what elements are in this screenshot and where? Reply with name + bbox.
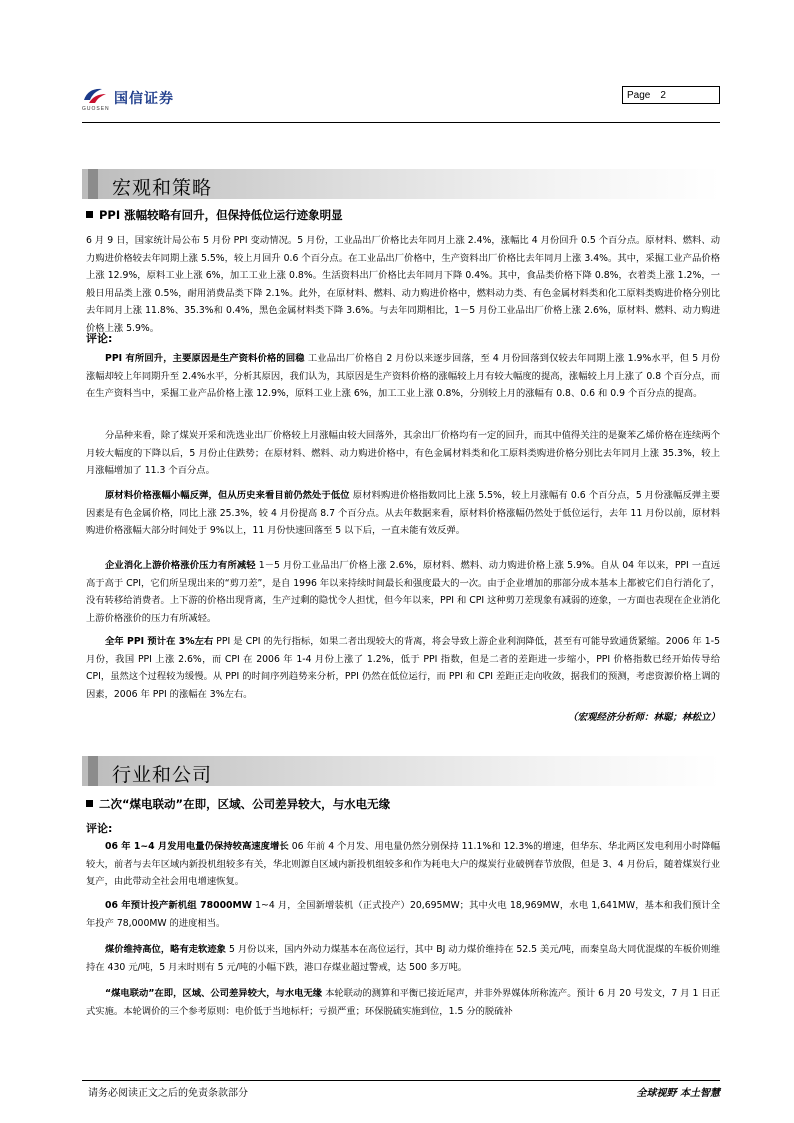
comment-paragraph	[86, 838, 720, 891]
section-banner-macro	[82, 169, 720, 199]
logo-subtext: GUOSEN	[82, 106, 110, 112]
paragraph-lead: 全年 PPI 预计在 3%左右	[105, 636, 214, 647]
section-banner-stripe	[88, 756, 98, 786]
logo-text: 国信证券	[114, 91, 174, 107]
paragraph-lead: 06 年预计投产新机组 78000MW	[105, 900, 253, 911]
page-label: Page	[627, 90, 651, 101]
paragraph-text: 1~4 月，全国新增装机（正式投产）20,695MW；其中火电 18,969MW，水电 1,641MW，基本和我们预计全年投产 78,000MW 的进度相当。	[86, 900, 720, 929]
paragraph-lead: 煤价维持高位，略有走软迹象	[105, 944, 226, 955]
paragraph-text: 06 年前 4 个月发、用电量仍然分别保持 11.1%和 12.3%的增速，但华东、华北两区发电利用小时降幅较大，前者与去年区域内新投机组较多有关，华北则源自区域内新投机组较多和作为耗电大户的煤炭行业破例春节放假，但是 3、4 月份后，随着煤炭行业复产，由此带动全社会用电增速恢复。	[86, 841, 720, 887]
footer-disclaimer: 请务必阅读正文之后的免责条款部分	[88, 1088, 248, 1099]
page-number: 2	[660, 90, 666, 101]
bullet-square-icon	[86, 800, 93, 807]
page-indicator	[622, 86, 720, 104]
header-rule	[82, 122, 720, 123]
article-headline	[86, 796, 390, 812]
comment-paragraph	[86, 633, 720, 703]
section-banner-industry	[82, 756, 720, 786]
paragraph-lead: 06 年 1~4 月发用电量仍保持较高速度增长	[105, 841, 289, 852]
section-title: 宏观和策略	[112, 177, 213, 199]
article-headline	[86, 207, 343, 223]
comment-paragraph	[86, 941, 720, 977]
comment-paragraph	[86, 487, 720, 540]
footer-rule	[82, 1080, 720, 1081]
intro-paragraph: 6 月 9 日，国家统计局公布 5 月份 PPI 变动情况。5 月份，工业品出厂价格比去年同月上涨 2.4%，涨幅比 4 月份回升 0.5 个百分点。原材料、燃料、动力购进价格较去年同期上涨 5.5%，较上月回升 0.6 个百分点。在工业品出厂价格中，生产资料出厂价格比去年同月上涨 3.4%。其中，采掘工业产品价格上涨 12.9%，原料工业上涨 6%，加工工业上涨 0.8%。生活资料出厂价格比去年同月下降 0.4%。其中，食品类价格下降 0.8%，衣着类上涨 1.2%，一般日用品类上涨 0.5%，耐用消费品类下降 2.1%。此外，在原材料、燃料、动力购进价格中，燃料动力类、有色金属材料类和化工原料类购进价格分别比去年同月上涨 11.8%、35.3%和 0.4%，黑色金属材料类下降 3.6%。与去年同期相比，1－5 月份工业品出厂价格上涨 2.6%，原材料、燃料、动力购进价格上涨 5.9%。	[86, 235, 720, 334]
comment-label: 评论:	[86, 332, 113, 345]
paragraph-text: 原材料购进价格指数同比上涨 5.5%，较上月涨幅有 0.6 个百分点，5 月份涨幅反弹主要因素是有色金属价格，同比上涨 25.3%，较 4 月份提高 8.7 个百分点。从去年数据来看，原材料价格涨幅仍然处于低位运行，去年 11 月份以前，原材料购进价格涨幅大部分时间处于 9%以上，11 月份快速回落至 5 以下后，一直未能有效反弹。	[86, 490, 720, 536]
section-title: 行业和公司	[112, 764, 213, 786]
comment-paragraph	[86, 897, 720, 933]
company-logo	[82, 86, 212, 114]
comment-paragraph	[86, 985, 720, 1021]
paragraph-text: 工业品出厂价格自 2 月份以来逐步回落，至 4 月份回落到仅较去年同期上涨 1.9%水平，但 5 月份涨幅却较上年同期升至 2.4%水平，分析其原因，我们认为，其原因是生产资料价格的涨幅较上月有较大幅度的提高，涨幅较上月上涨了 0.8 个百分点，而在生产资料当中，采掘工业产品价格上涨 12.9%，原料工业上涨 6%，加工工业上涨 0.8%，分别较上月的涨幅有 0.8、0.6 和 0.9 个百分点的提高。	[86, 353, 720, 399]
comment-paragraph	[86, 427, 720, 480]
paragraph-text: 1－5 月份工业品出厂价格上涨 2.6%，原材料、燃料、动力购进价格上涨 5.9%。自从 04 年以来，PPI 一直远高于高于 CPI，它们所呈现出来的“剪刀差”，是自 1996 年以来持续时间最长和强度最大的一次。由于企业增加的那部分成本基本上都被它们自行消化了，没有转移给消费者。上下游的价格出现背离，生产过剩的隐忧令人担忧，但今年以来，PPI 和 CPI 这种剪刀差现象有减弱的迹象，一方面也表现在企业消化上游价格涨价的压力有所减轻。	[86, 560, 720, 624]
headline-text: PPI 涨幅较略有回升，但保持低位运行迹象明显	[99, 208, 343, 222]
paragraph-text: 分品种来看，除了煤炭开采和洗选业出厂价格较上月涨幅由较大回落外，其余出厂价格均有一定的回升，而其中值得关注的是聚苯乙烯价格在连续两个月较大幅度的下降以后，5 月份止住跌势；在原材料、燃料、动力购进价格中，有色金属材料类和化工原料类购进价格分别比去年同月上涨 35.3%，较上月涨幅增加了 11.3 个百分点。	[86, 430, 720, 476]
comment-label: 评论:	[86, 822, 113, 835]
bullet-square-icon	[86, 211, 93, 218]
section-banner-stripe	[88, 169, 98, 199]
footer-slogan: 全球视野 本土智慧	[636, 1088, 720, 1099]
comment-paragraph	[86, 557, 720, 627]
paragraph-lead: 原材料价格涨幅小幅反弹，但从历史来看目前仍然处于低位	[105, 490, 350, 501]
logo-mark-icon	[82, 86, 108, 106]
paragraph-text: 5 月份以来，国内外动力煤基本在高位运行，其中 BJ 动力煤价维持在 52.5 美元/吨，而秦皇岛大同优混煤的车板价则维持在 430 元/吨，5 月末时则有 5 元/吨的小幅下跌，港口存煤业超过警戒，达 500 多万吨。	[86, 944, 720, 973]
comment-paragraph	[86, 350, 720, 420]
paragraph-text: 本轮联动的测算和平衡已接近尾声，并非外界媒体所称流产。预计 6 月 20 号发文，7 月 1 日正式实施。本轮调价的三个参考原则：电价低于当地标杆；亏损严重；环保脱硫实施到位，1.5 分的脱硫补	[86, 988, 720, 1017]
paragraph-lead: PPI 有所回升，主要原因是生产资料价格的回稳	[105, 353, 305, 364]
paragraph-lead: “煤电联动”在即，区域、公司差异较大，与水电无缘	[105, 988, 323, 999]
headline-text: 二次“煤电联动”在即，区域、公司差异较大，与水电无缘	[99, 797, 391, 811]
author-credit: （宏观经济分析师：林聪；林松立）	[567, 712, 720, 723]
paragraph-lead: 企业消化上游价格涨价压力有所减轻	[105, 560, 256, 571]
paragraph-text: PPI 是 CPI 的先行指标，如果二者出现较大的背离，将会导致上游企业利润降低，甚至有可能导致通货紧缩。2006 年 1-5 月份，我国 PPI 上涨 2.6%，而 CPI 在 2006 年 1-4 月份上涨了 1.2%，低于 PPI 指数，但是二者的差距进一步缩小，PPI 价格指数已经开始传导给 CPI，虽然这个过程较为缓慢。从 PPI 的时间序列趋势来分析，PPI 仍然在低位运行，而 PPI 和 CPI 差距正走向收敛，据我们的预测，考虑资源价格上调的因素，2006 年 PPI 的涨幅在 3%左右。	[86, 636, 720, 700]
